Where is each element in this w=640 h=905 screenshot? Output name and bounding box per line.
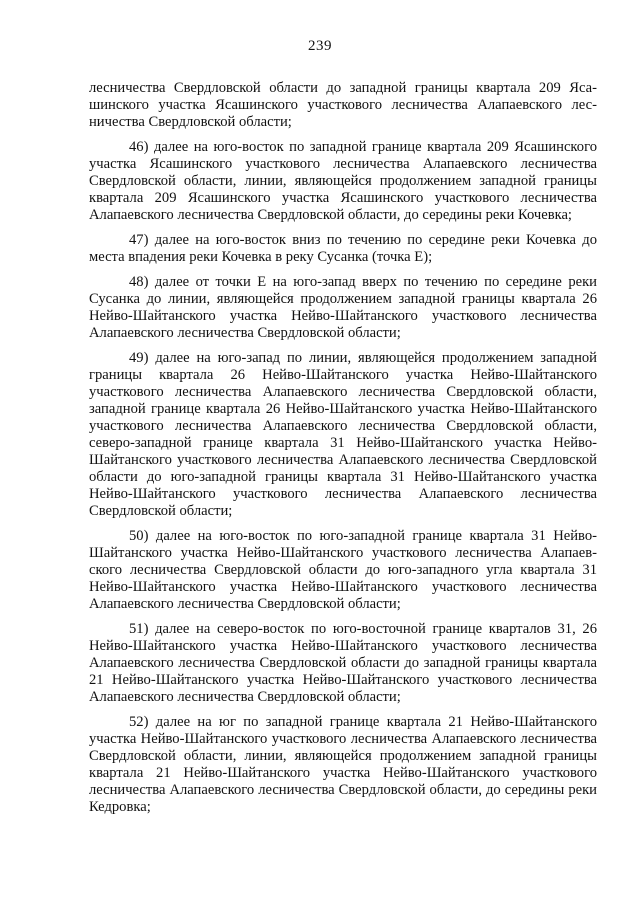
document-body: [89, 80, 597, 824]
paragraph-item-49: 49) далее на юго-запад по линии, являющейся продолжением западной границы квартала 26 Нейво-Шайтанского участка Нейво-Шайтанского участкового лесничества Алапаевского лесничества Свердловской области, западной границе квартала 26 Нейво-Шайтанского участка Нейво-Шайтанского участкового лесничества Алапаевского лесничества Свердловской области, северо-западной границе квартала 31 Нейво-Шайтанского участка Нейво-Шайтанского участкового лесничества Алапаевского лесничества Свердловской области до юго-западной границы квартала 31 Нейво-Шайтанского участка Нейво-Шайтанского участкового лесничества Алапаевского лесничества Свердловской области;: [89, 350, 597, 519]
page-number: 239: [308, 38, 332, 54]
paragraph-item-52: 52) далее на юг по западной границе квартала 21 Нейво-Шайтанского участка Нейво-Шайтанского участкового лесничества Алапаевского лесничества Свердловской области, линии, являющейся продолжением западной границы квартала 21 Нейво-Шайтанского участка Нейво-Шайтанского участкового лесничества Алапаевского лесничества Свердловской области, до середины реки Кедровка;: [89, 714, 597, 815]
paragraph-continuation: лесничества Свердловской области до западной границы квартала 209 Ясашинского участка Ясашинского участкового лесничества Алапаевского лесничества Свердловской области;: [89, 80, 597, 130]
paragraph-item-47: 47) далее на юго-восток вниз по течению по середине реки Кочевка до места впадения реки Кочевка в реку Сусанка (точка Е);: [89, 232, 597, 265]
paragraph-item-48: 48) далее от точки Е на юго-запад вверх по течению по середине реки Сусанка до линии, являющейся продолжением западной границы квартала 26 Нейво-Шайтанского участка Нейво-Шайтанского участкового лесничества Алапаевского лесничества Свердловской области;: [89, 274, 597, 341]
paragraph-item-46: 46) далее на юго-восток по западной границе квартала 209 Ясашинского участка Ясашинского участкового лесничества Алапаевского лесничества Свердловской области, линии, являющейся продолжением западной границы квартала 209 Ясашинского участка Ясашинского участкового лесничества Алапаевского лесничества Свердловской области, до середины реки Кочевка;: [89, 139, 597, 223]
paragraph-item-50: 50) далее на юго-восток по юго-западной границе квартала 31 Нейво-Шайтанского участка Нейво-Шайтанского участкового лесничества Алапаевского лесничества Свердловской области до юго-западного угла квартала 31 Нейво-Шайтанского участка Нейво-Шайтанского участкового лесничества Алапаевского лесничества Свердловской области;: [89, 528, 597, 612]
paragraph-item-51: 51) далее на северо-восток по юго-восточной границе кварталов 31, 26 Нейво-Шайтанского участка Нейво-Шайтанского участкового лесничества Алапаевского лесничества Свердловской области до западной границы квартала 21 Нейво-Шайтанского участка Нейво-Шайтанского участкового лесничества Алапаевского лесничества Свердловской области;: [89, 621, 597, 705]
